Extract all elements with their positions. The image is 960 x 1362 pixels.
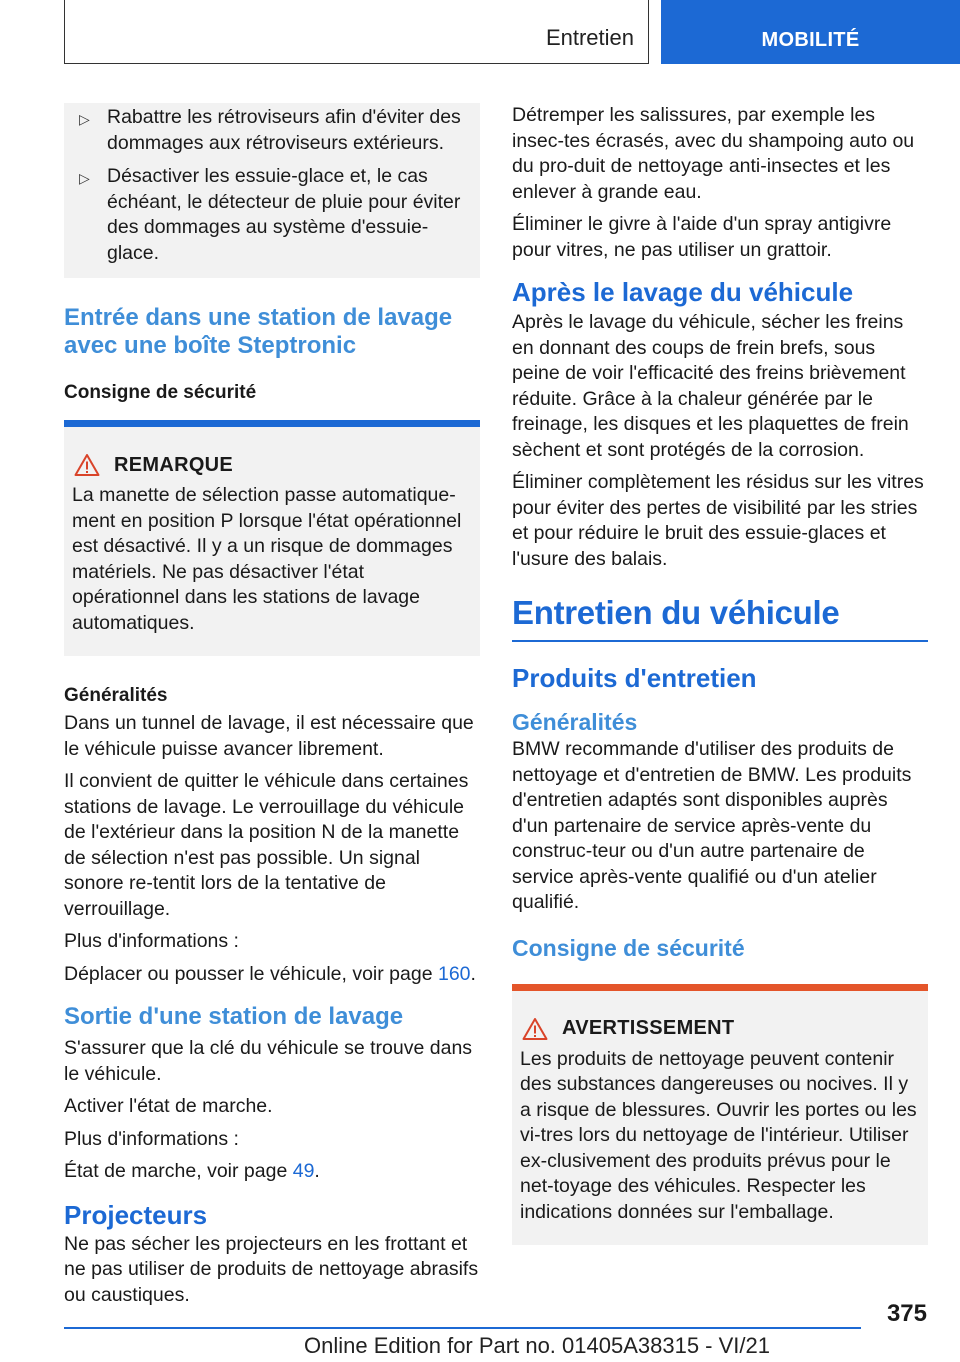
section-heading-produits: Produits d'entretien: [512, 663, 757, 693]
paragraph-with-link: État de marche, voir page 49.: [64, 1160, 320, 1182]
warning-triangle-icon: [522, 1017, 548, 1041]
subheading-generalites: Généralités: [512, 709, 638, 735]
bullet-triangle-icon: ▷: [79, 170, 90, 186]
warning-title: AVERTISSEMENT: [562, 1017, 735, 1039]
paragraph: Ne pas sécher les projecteurs en les frottant et ne pas utiliser de produits de nettoyage abrasifs ou caustiques.: [64, 1232, 479, 1306]
footer-divider: [64, 1327, 861, 1329]
section-header-box: [64, 0, 649, 64]
paragraph: Il convient de quitter le véhicule dans certaines stations de lavage. Le verrouillage du véhicule de l'extérieur dans la position N de la manette de sélection n'est pas possible. Un signal sonore re-tentit lors de la tentative de verrouillage.: [64, 770, 469, 920]
warning-triangle-icon: [74, 453, 100, 477]
notice-box: [64, 420, 480, 656]
subheading-generalites: Généralités: [64, 685, 168, 706]
bullet-triangle-icon: ▷: [79, 111, 90, 127]
right-column: [512, 103, 928, 1245]
chapter-tab[interactable]: [661, 0, 960, 64]
paragraph: Plus d'informations :: [64, 930, 239, 952]
section-title: Entretien: [545, 25, 634, 50]
page-link-160[interactable]: 160: [437, 962, 471, 985]
notice-text: La manette de sélection passe automatique-ment en position P lorsque l'état opérationnel est désactivé. Il y a un risque de dommages matériels. Ne pas désactiver l'état opérationnel dans les stations de lavage automatiques.: [72, 484, 462, 634]
list-item: ▷ Rabattre les rétroviseurs afin d'éviter des dommages aux rétroviseurs extérieurs.: [79, 106, 461, 154]
paragraph: Après le lavage du véhicule, sécher les freins en donnant des coups de frein brefs, sous peine de voir l'efficacité des freins brièvement réduite. Grâce à la chaleur générée par le freinage, les disques et les plaquettes de frein sèchent et sont protégés de la corrosion.: [512, 311, 909, 461]
chapter-tab-label: MOBILITÉ: [761, 29, 860, 51]
warning-box: [512, 984, 928, 1246]
warning-header: [520, 1017, 920, 1041]
left-column: [64, 103, 480, 1315]
notice-title: REMARQUE: [114, 453, 234, 476]
notice-header: [72, 453, 472, 477]
paragraph: Plus d'informations :: [64, 1127, 239, 1150]
section-heading-projecteurs: Projecteurs: [64, 1199, 208, 1230]
paragraph: Dans un tunnel de lavage, il est nécessaire que le véhicule puisse avancer librement.: [64, 712, 474, 760]
warning-text: Les produits de nettoyage peuvent contenir des substances dangereuses ou nocives. Il y a risque de blessures. Ouvrir les portes ou les vi-tres lors du nettoyage de l'intérieur. Utiliser ex-clusivement des produits prévus pour le net-toyage des véhicules. Respecter les indications données sur l'emballage.: [520, 1047, 917, 1223]
list-item: ▷ Désactiver les essuie-glace et, le cas échéant, le détecteur de pluie pour éviter des dommages au système d'essuie-glace.: [79, 165, 461, 264]
paragraph: Détremper les salissures, par exemple les insec-tes écrasés, avec du shampoing auto ou du pro-duit de nettoyage anti-insectes et les enlever à grande eau.: [512, 104, 915, 203]
section-heading-entree: Entrée dans une station de lavage avec une boîte Steptronic: [64, 304, 453, 359]
section-heading-apres: Après le lavage du véhicule: [512, 277, 854, 307]
bullet-list: [64, 103, 480, 278]
paragraph: BMW recommande d'utiliser des produits de nettoyage et d'entretien de BMW. Les produits d'entretien adaptés sont disponibles auprès d'un partenaire de service après-vente du construc-teur ou d'un autre partenaire de service après-vente qualifié ou d'un atelier qualifié.: [512, 738, 912, 913]
page-link-49[interactable]: 49: [292, 1160, 315, 1182]
chapter-title: Entretien du véhicule: [512, 592, 928, 642]
subheading-consigne: Consigne de sécurité: [512, 934, 745, 961]
paragraph: Éliminer complètement les résidus sur les vitres pour éviter des pertes de visibilité par les stries et pour réduire le bruit des essuie-glaces et l'usure des balais.: [512, 471, 924, 570]
subheading-consigne: Consigne de sécurité: [64, 382, 257, 403]
paragraph-with-link: Déplacer ou pousser le véhicule, voir page 160.: [64, 962, 476, 985]
paragraph: Éliminer le givre à l'aide d'un spray antigivre pour vitres, ne pas utiliser un grattoir.: [512, 213, 892, 261]
paragraph: S'assurer que la clé du véhicule se trouve dans le véhicule.: [64, 1037, 473, 1085]
footer-edition: Online Edition for Part no. 01405A38315 - VI/21: [304, 1333, 770, 1358]
page-number: 375: [886, 1300, 927, 1327]
paragraph: Activer l'état de marche.: [64, 1095, 273, 1117]
page-header: [0, 0, 960, 66]
section-heading-sortie: Sortie d'une station de lavage: [64, 1003, 404, 1030]
